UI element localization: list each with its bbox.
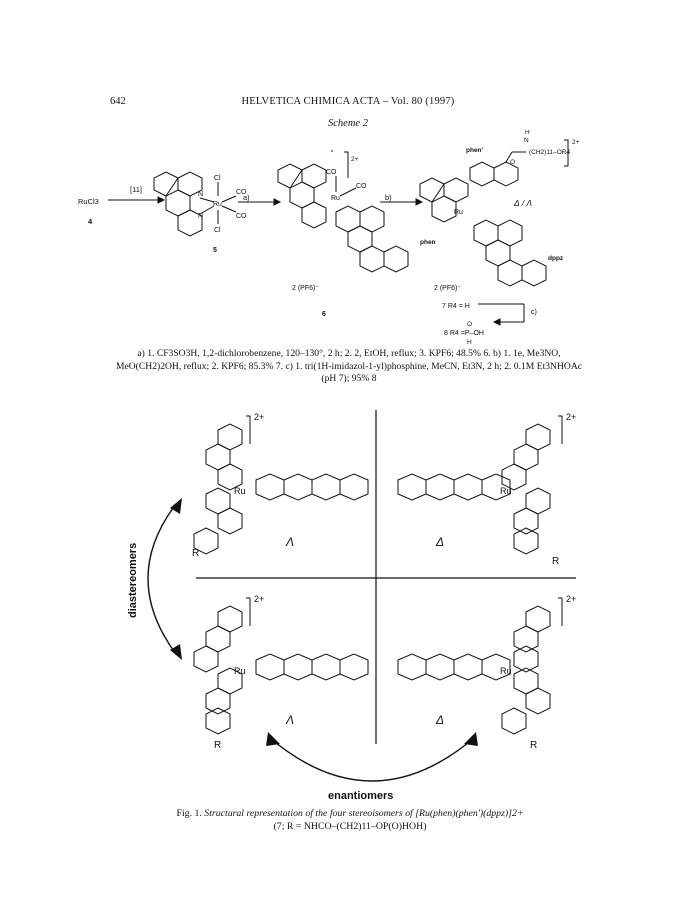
cpd6-co-2: CO — [356, 183, 367, 190]
complex-bottom-left — [194, 598, 368, 734]
dppz-label: dppz — [548, 255, 564, 262]
figure-caption-title: Structural representation of the four stereoisomers of [Ru(phen)(phen')(dppz)]2+ — [204, 808, 524, 819]
lambda-bottom: Λ — [286, 713, 295, 727]
ru-tl: Ru — [234, 486, 246, 496]
amide-h: H — [525, 130, 530, 136]
lambda-top: Λ — [286, 535, 295, 549]
scheme-title: Scheme 2 — [328, 118, 368, 129]
cpd5-cl-bottom: Cl — [214, 227, 221, 234]
reference-11: [11] — [130, 185, 142, 194]
product-counterion: 2 (PF6)⁻ — [434, 285, 462, 292]
r-label-tl: R — [192, 548, 200, 559]
phen-label: phen — [420, 239, 436, 246]
complex-top-left — [194, 416, 368, 554]
compound-7-8-structure — [420, 140, 571, 325]
step-b-label: b) — [385, 193, 392, 202]
complex-top-right — [398, 416, 562, 554]
figure-1 — [100, 404, 600, 804]
ru-tr: Ru — [500, 486, 512, 496]
figure-caption-note: (7; R = NHCO–(CH2)11–OP(O)HOH) — [273, 820, 427, 832]
figure-caption — [100, 808, 600, 834]
reaction-scheme — [0, 130, 696, 345]
running-head: HELVETICA CHIMICA ACTA – Vol. 80 (1997) — [241, 96, 455, 107]
cpd5-cl-top: Cl — [214, 175, 221, 182]
side-chain: (CH2)11–OR4 — [529, 149, 571, 156]
cpd5-n2: N — [198, 213, 204, 220]
compound-6-number: 6 — [322, 311, 326, 318]
scheme-caption: a) 1. CF3SO3H, 1,2-dichlorobenzene, 120–130°, 2 h; 2. 2, EtOH, reflux; 3. KPF6; 48.5% 6. b) 1. 1e, Me3NO, MeO(CH2)2OH, reflux; 2. KPF6; 85.3% 7. c) 1. tri(1H-imidazol-1-yl)phosphine, MeCN, Et3N, 2 h; 2. 0.1M Et3NHOAc (pH 7); 95% 8 — [115, 348, 583, 385]
r-label-tr: R — [552, 556, 560, 567]
cpd6-ru: Ru — [331, 195, 340, 202]
complex-bottom-right — [398, 598, 562, 734]
phosphonate-o: O — [467, 321, 473, 328]
page-number: 642 — [110, 96, 126, 107]
cpd5-ru: Ru — [213, 201, 222, 208]
phosphonate-h: H — [467, 339, 472, 345]
diastereomers-label: diastereomers — [127, 542, 139, 618]
enantiomers-arrow — [270, 738, 474, 781]
cpd6-charge: 2+ — [351, 156, 359, 163]
start-reagent: RuCl3 — [78, 197, 99, 206]
compound-5-number: 5 — [213, 247, 217, 254]
delta-top: Δ — [436, 535, 445, 549]
stereo-descriptor: Δ / Λ — [514, 198, 532, 208]
step-c-label: c) — [531, 309, 537, 316]
compound-4-number: 4 — [88, 217, 93, 226]
cpd6-counterion: 2 (PF6)⁻ — [292, 285, 320, 292]
figure-caption-label: Fig. 1. — [176, 808, 202, 819]
charge-br: 2+ — [566, 594, 577, 604]
amide-n: N — [524, 137, 529, 144]
r-label-bl: R — [214, 740, 222, 751]
cpd5-n1: N — [198, 191, 204, 198]
charge-bl: 2+ — [254, 594, 265, 604]
cpd6-co-1: CO — [326, 169, 337, 176]
diastereomers-arrow — [148, 504, 176, 654]
product-charge: 2+ — [572, 139, 580, 146]
amide-o: O — [510, 159, 516, 166]
compound-6-structure — [278, 150, 408, 272]
step-a-label: a) — [243, 193, 250, 202]
charge-tr: 2+ — [566, 412, 577, 422]
compound-5-structure — [154, 172, 236, 236]
compound-7-def: 7 R4 = H — [442, 303, 470, 310]
delta-bottom: Δ — [436, 713, 445, 727]
ru-br: Ru — [500, 666, 512, 676]
cpd5-co-2: CO — [236, 213, 247, 220]
product-ru: Ru — [454, 209, 463, 216]
r-label-br: R — [530, 740, 538, 751]
charge-tl: 2+ — [254, 412, 265, 422]
phosphonate-group: –P–OH — [461, 330, 484, 337]
compound-8-def: 8 R4 = — [444, 330, 465, 337]
ru-bl: Ru — [234, 666, 246, 676]
enantiomers-label: enantiomers — [328, 790, 394, 802]
cpd5-co-1: CO — [236, 189, 247, 196]
phen-prime-label: phen' — [466, 147, 484, 154]
